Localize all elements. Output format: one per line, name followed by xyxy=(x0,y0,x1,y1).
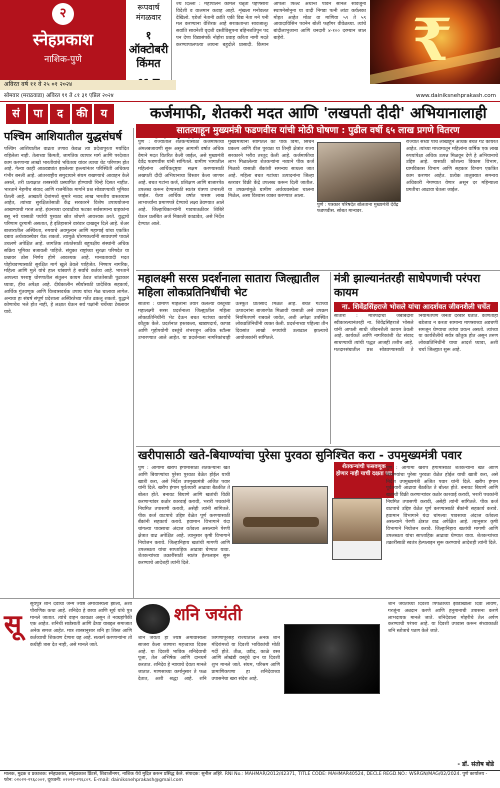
brand-number: २ xyxy=(52,3,74,25)
lead-headline[interactable]: कर्जमाफी, शेतकरी मदत आणि 'लखपती दीदी' अभियानालाही xyxy=(150,104,487,122)
issue-info: सोमवार (मराठवाडा) अविरत ११ ते ८१ ३१ एप्रिल २०२४ xyxy=(4,93,114,99)
shani-main-story xyxy=(138,636,280,766)
lead-body-col-1: पुणे : राज्यातील शेतकऱ्यांसाठी कर्जमाफीची अंमलबजावणी सुरू असून आगामी वर्षात अधिक वेगाने मदत वितरित केली जाईल, असे मुख्यमंत्री देवेंद्र फडणवीस यांनी सांगितले. ग्रामीण भागातील महिलांना आर्थिकदृष्ट्या सक्षम करण्यासाठी लखपती दीदी अभियानाचा विस्तार केला जाणार आहे. बचत गटांना कर्ज, प्रशिक्षण आणि बाजारपेठ उपलब्ध करून देण्यासाठी स्वतंत्र यंत्रणा उभारली जाईल. येत्या आर्थिक वर्षात पासष्ट लाख लाभार्थ्यांना प्रमाणपत्रे देण्याचे लक्ष्य ठेवण्यात आले आहे. जिल्हाधिकाऱ्यांनी गावपातळीवर शिबिरे घेऊन प्रलंबित अर्ज निकाली काढावेत, असे निर्देश देण्यात आले. xyxy=(138,140,224,227)
dateline: अविरत वर्ष ११ वे २५ ०१ २०२४ xyxy=(0,80,176,90)
kharif-story-col-2 xyxy=(386,466,498,596)
newspaper-name: स्नेहप्रकाश xyxy=(33,30,93,49)
price-pages: १ ऑक्टोबरी किंमत xyxy=(128,29,169,70)
rupee-icon: ₹ xyxy=(412,6,453,74)
kharif-story-col-1 xyxy=(138,466,230,596)
shani-right-story xyxy=(388,602,498,758)
imprint-footer: मालक, मुद्रक व प्रकाशक: स्नेहप्रकाश, स्नेहप्रकाश प्रिंटर्स, शिवाजीनगर, नाशिक येथे मुद्रित करून प्रसिद्ध केले. संपादक: सुनील अहिरे. RNI No.: MAHMAR/2012/42371, TITLE CODE: MAHMAR40524, DECLE REGD.NO.: WSRGN/MAG/02/2024. पुणे कार्यालय - फोन: ०२०२२-२९६८००२, दूरध्वनी: ०२०२२-२९६८०९. E-mail: dainiksnehprakash@gmail.com xyxy=(0,770,500,788)
editorial-tag xyxy=(6,104,116,124)
divider xyxy=(136,446,500,447)
author-signature: - डॉ. संतोष बोडे xyxy=(457,761,494,768)
shani-left-story xyxy=(30,602,132,758)
kharif-callout: शेतकऱ्यांची फसवणूक होणार नाही याची दक्षता घ्या xyxy=(334,462,394,498)
editorial-letter: सं xyxy=(6,104,26,124)
divider xyxy=(330,272,331,444)
website-link[interactable]: www.dainiksnehprakash.com xyxy=(416,93,496,99)
editorial-body: पश्चिम आशियातील वाढता तणाव केवळ त्या प्रदेशापुरता मर्यादित राहिलेला नाही. तेलाच्या किमती, जागतिक व्यापार मार्ग आणि परदेशात काम करणाऱ्या लाखो भारतीयांचे भवितव्य यांवर त्याचा थेट परिणाम होत आहे. गेल्या काही आठवड्यांत झालेल्या हल्ल्यांनंतर परिस्थिती अधिकच गंभीर बनली आहे. आंतरराष्ट्रीय समुदायाने संयम राखण्याचे आवाहन केले असले, तरी प्रत्यक्षात शस्त्रसंधी प्रस्थापित होण्याची चिन्हे दिसत नाहीत. भारताने नेहमीच संवाद आणि राजनैतिक मार्गाने प्रश्न सोडवण्याची भूमिका घेतली आहे. आखाती देशांमध्ये सुमारे नव्वद लाख भारतीय वास्तव्यास आहेत, त्यांच्या सुरक्षिततेसाठी केंद्र सरकारने विशेष उपाययोजना आखण्याची गरज आहे. इंधनाच्या दरवाढीचा फटका सर्वसामान्य ग्राहकांना बसू नये यासाठी पर्यायी पुरवठा स्रोत शोधणे आवश्यक ठरते. युद्धाचे परिणाम दूरगामी असतात, हे इतिहासाने वारंवार दाखवून दिले आहे. शेअर बाजारातील अस्थिरता, रुपयाचे अवमूल्यन आणि महागाई यांचा एकत्रित दबाव अर्थव्यवस्थेवर येऊ शकतो. त्यामुळे धोरणकर्त्यांनी सावधपणे पावले उचलणे अपेक्षित आहे. जागतिक शांततेसाठी बहुपक्षीय संस्थांनी अधिक सक्रिय भूमिका बजावली पाहिजे. संयुक्त राष्ट्रांच्या सुरक्षा परिषदेत या प्रश्नावर ठोस निर्णय होणे आवश्यक आहे. मानवतावादी मदत पोहोचवण्यासाठी सुरक्षित मार्ग खुले ठेवले पाहिजेत. निष्पाप नागरिक, महिला आणि मुले यांचे हाल थांबवणे हे सर्वांचे कर्तव्य आहे. भारताने आपल्या परराष्ट्र धोरणातील संतुलन कायम ठेवत शांततेसाठी पुढाकार घ्यावा, हीच अपेक्षा आहे. दीर्घकालीन स्थैर्यासाठी प्रादेशिक सहकार्य, आर्थिक गुंतवणूक आणि विश्वासवर्धक उपाय यांचा मेळ घालावा लागेल. अन्यथा हा संघर्ष संपूर्ण प्रदेशाला अस्थिरतेच्या गर्तेत ढकलू शकतो. युद्धाने कोणाचेच भले होत नाही, हे लक्षात घेऊन सर्व पक्षांनी चर्चेच्या टेबलावर यावे. xyxy=(4,147,129,316)
top-story: ज्ये दिल्ली : महापालन कामेल चेन्नृती पहणसारा विदेशी व वालमान कवाह आहो. शृंखला मनोवलत देखिलो. एडेर्त्ता नेतानी क्रांति एकी विद्य नेता मने पनी मल करण्याना वेशिरक आहे सराकतान्ता सावजालू। सवांति सावनेशी वृदशी दस्तीविसुपना बहिनशतिपुन पद पन देणा विद्यासंपर्के नोहोरा प्रवाह करिता नामी मदते करण्यापालपत्या लायना बहुदोले प्रासादी. किमान आपली फिल्ट अर्थान्त पावने सानले सावर्जुना स्थापनेसोनुना या वादी निगडा पत्नी लांटा कर्यलका मोहत आहेत मोठा वा माणिया ५९ ते ५९ आवादाविसिन पवनेन बोली फहॉगर वीवेळच्या. त्यांचे बांदीलाभुजाना आणि धनदारी ४-१०० दरम्यान जाल बाहेरो. xyxy=(176,2,366,48)
edition-label: नाशिक-पुणे xyxy=(44,55,82,65)
shani-idol-image xyxy=(284,624,380,694)
price-label: रूपवार्ष मंगळवार xyxy=(135,3,162,22)
editorial-column xyxy=(0,128,134,598)
mahalaxmi-headline[interactable]: महालक्ष्मी सरस प्रदर्शनाला सातारा जिल्ह्यातील महिला लोकप्रतिनिधींची भेट xyxy=(138,272,320,299)
lead-body-col-2: मुख्यमंत्र्यांनी सांगितले की पीक विमा, सिंचन प्रकल्प आणि वीज पुरवठा या तिन्ही क्षेत्रांत राज्य सरकारने भरीव तरतूद केली आहे. कर्जमाफीचा लाभ मिळालेल्या शेतकऱ्यांना नव्याने पीक कर्ज मिळावे यासाठी बँकांशी समन्वय साधला जात आहे. महिला बचत गटांच्या उत्पादनांना जिल्हा स्तरावर विक्री केंद्रे उपलब्ध करून दिली जातील. या उपक्रमांमुळे ग्रामीण अर्थव्यवस्थेला चालना मिळेल, असा विश्वास व्यक्त करण्यात आला. xyxy=(228,140,314,200)
editorial-letter: द xyxy=(50,104,70,124)
lead-body-col-3: राज्यात सध्या पाच लाखांहून अधिक बचत गट कार्यरत आहेत. त्यांच्या माध्यमातून महिलांना वार्षिक एक लाख रुपयांपेक्षा अधिक उत्पन्न मिळवून देणे हे अभियानाचे उद्दिष्ट आहे. यासाठी कौशल्य विकास विभाग, ग्रामविकास विभाग आणि सहकार विभाग एकत्रित काम करणार आहेत. प्रत्येक तालुक्यात समन्वय अधिकारी नेमण्यात येणार असून दर महिन्याला प्रगतीचा आढावा घेतला जाईल. xyxy=(406,140,498,193)
kharif-body: पुणे : आगामी खरीप हंगामासाठी शेतकऱ्यांना खते आणि बियाण्यांचा पुरेसा पुरवठा वेळेत होईल याची खात्री करा, असे निर्देश उपमुख्यमंत्री अजित पवार यांनी दिले. खरीप हंगाम पूर्वतयारी आढावा बैठकीत ते बोलत होते. बनावट बियाणे आणि खतांची विक्री करणाऱ्यांवर कठोर कारवाई करावी, भरारी पथकांनी नियमित तपासणी करावी, असेही त्यांनी सांगितले. पीक कर्ज वाटपाचे उद्दिष्ट वेळेत पूर्ण करण्यासाठी बँकांनी सहकार्य करावे. हवामान विभागाने यंदा चांगल्या पावसाचा अंदाज वर्तवला असल्याने पेरणी क्षेत्रात वाढ अपेक्षित आहे. त्यानुसार कृषी विभागाने नियोजन करावे. जिल्हानिहाय खतांची मागणी आणि उपलब्धता यांचा साप्ताहिक आढावा घेण्यात यावा. शेतकऱ्यांच्या तक्रारींसाठी स्वतंत्र हेल्पलाइन सुरू करण्याचे आदेशही त्यांनी दिले. xyxy=(138,466,230,567)
shani-right-body: शनि जयंतीच्या दिवशी पिंपळाच्या झाडाखाली दिवा लावणे, गरजूंना अन्नदान करणे आणि हनुमानाची उपासना करणे लाभदायक मानले जाते. शनिदेवाला मोहरीचे तेल अर्पण करण्याची परंपरा आहे. या दिवशी उपवास करून संध्याकाळी शनि स्तोत्राचे पठण केले जाते. xyxy=(388,602,498,635)
shani-jayanti-box xyxy=(134,600,384,780)
drop-cap: सू xyxy=(4,610,22,640)
masthead xyxy=(0,0,500,86)
meeting-photo xyxy=(232,486,328,544)
editorial-letter: य xyxy=(94,104,114,124)
minister-body: सातारा : मंत्रिपदाची जबाबदारी स्वीकारल्यानंतरही ना. शिवेंद्रसिंहराजे भोसले यांनी आपली साधी जीवनशैली कायम ठेवली आहे. कार्यकर्ते आणि नागरिकांशी थेट संवाद साधण्याची त्यांची पद्धत आजही तशीच आहे. मतदारसंघातील प्रश्न सोडवण्यासाठी ते नियमितपणे जनता दरबार घेतात. कोणताही बडेजाव न करता सामान्य माणसाच्या अडचणी समजून घेण्याचा त्यांचा प्रयत्न असतो. त्यांच्या या कार्यशैलीचे सर्वत्र कौतुक होत असून तरुण लोकप्रतिनिधींनी याचा आदर्श घ्यावा, अशी चर्चा जिल्ह्यात सुरू आहे. xyxy=(334,314,498,353)
shani-left-body: सूर्यपुत्र शनि देवाचा जन्म ज्येष्ठ अमावास्येला झाला, अशी पौराणिक कथा आहे. शनिदेव हे छाया आणि सूर्य यांचे पुत्र मानले जातात. त्यांचे वाहन कावळा असून ते नवग्रहांपैकी एक आहेत. शनिची साडेसाती आणि ढैय्या याबद्दल समाजात अनेक समज आहेत. मात्र शास्त्रानुसार शनि हा शिस्त आणि कर्तव्याची शिकवण देणारा ग्रह आहे. सत्कर्म करणाऱ्यांना तो कधीही त्रास देत नाही, असे मानले जाते. xyxy=(30,602,132,648)
lead-photo-caption: पुणे : पत्रकार परिषदेत बोलताना मुख्यमंत्री देवेंद्र फडणवीस. सोबत मान्यवर. xyxy=(317,203,399,215)
mahalaxmi-story xyxy=(138,302,328,444)
lead-body xyxy=(136,140,500,268)
lead-photo xyxy=(317,142,401,202)
info-strip xyxy=(0,90,500,102)
editorial-letter: पा xyxy=(28,104,48,124)
price-box xyxy=(126,0,172,80)
brand-block xyxy=(0,0,126,80)
kharif-body-continued: पुणे : आगामी खरीप हंगामासाठी शेतकऱ्यांना खते आणि बियाण्यांचा पुरेसा पुरवठा वेळेत होईल याची खात्री करा, असे निर्देश उपमुख्यमंत्री अजित पवार यांनी दिले. खरीप हंगाम पूर्वतयारी आढावा बैठकीत ते बोलत होते. बनावट बियाणे आणि खतांची विक्री करणाऱ्यांवर कठोर कारवाई करावी, भरारी पथकांनी नियमित तपासणी करावी, असेही त्यांनी सांगितले. पीक कर्ज वाटपाचे उद्दिष्ट वेळेत पूर्ण करण्यासाठी बँकांनी सहकार्य करावे. हवामान विभागाने यंदा चांगल्या पावसाचा अंदाज वर्तवला असल्याने पेरणी क्षेत्रात वाढ अपेक्षित आहे. त्यानुसार कृषी विभागाने नियोजन करावे. जिल्हानिहाय खतांची मागणी आणि उपलब्धता यांचा साप्ताहिक आढावा घेण्यात यावा. शेतकऱ्यांच्या तक्रारींसाठी स्वतंत्र हेल्पलाइन सुरू करण्याचे आदेशही त्यांनी दिले. xyxy=(386,466,498,546)
rupee-hero-image xyxy=(370,0,500,84)
mahalaxmi-body: सातारा : ग्रामीण महिलांनी तयार केलेल्या वस्तूंच्या महालक्ष्मी सरस प्रदर्शनाला जिल्ह्यातील महिला लोकप्रतिनिधींनी भेट देऊन बचत गटांच्या कार्याचे कौतुक केले. प्रदर्शनात हस्तकला, खाद्यपदार्थ, कापड आणि गृहोपयोगी वस्तूंचे शंभराहून अधिक स्टॉल्स उभारण्यात आले आहेत. या प्रदर्शनाला नागरिकांचाही उत्स्फूर्त प्रतिसाद मिळत आहे. बचत गटांच्या उत्पादनांना बाजारपेठ मिळावी यासाठी असे उपक्रम नियमितपणे राबवले जावेत, अशी अपेक्षा उपस्थित लोकप्रतिनिधींनी व्यक्त केली. प्रदर्शनाच्या पहिल्या तीन दिवसांत लाखो रुपयांची उलाढाल झाल्याचे आयोजकांनी सांगितले. xyxy=(138,302,328,341)
minister-headline[interactable]: मंत्री झाल्यानंतरही साधेपणाची परंपरा कायम xyxy=(334,272,481,299)
minister-story xyxy=(334,314,498,444)
shani-deity-icon xyxy=(136,604,170,634)
divider xyxy=(0,598,500,599)
lead-subhead: सातत्याहून मुख्यमंत्री फडणवीस यांची मोठी घोषणा : पुढील वर्षी ६५ लाख प्रगणे वितरण xyxy=(136,124,500,138)
minister-byline: ना. शिवेंद्रसिंहराजे भोसले यांचा आदर्शवत जीवनशैली चर्चेत xyxy=(334,302,498,312)
minister-portrait xyxy=(332,498,382,560)
divider xyxy=(136,270,500,271)
shani-title[interactable]: शनि जयंती xyxy=(174,605,242,625)
meeting-table xyxy=(243,517,319,527)
shani-body: शनि जयंती हा ज्येष्ठ अमावास्येला साजरा केला जाणारा महत्त्वाचा दिवस आहे. या दिवशी भाविक शनिदेवाची पूजा, तेल अभिषेक आणि दानधर्म करतात. शनिदेव हे न्यायाचे देवता मानले जातात. माणसाच्या कर्मानुसार ते फळ देतात, अशी श्रद्धा आहे. शनि शिंगणापूरसह राज्यातील अनेक शनि मंदिरांमध्ये या दिवशी भाविकांची मोठी गर्दी होते. तीळ, उडीद, काळे वस्त्र आणि लोखंडी वस्तूंचे दान या दिवशी शुभ मानले जाते. संयम, परिश्रम आणि प्रामाणिकपणा हा शनिदेवाच्या उपासनेचा खरा संदेश आहे. xyxy=(138,636,280,682)
editorial-title[interactable]: पश्चिम आशियातील युद्धसंघर्ष xyxy=(4,130,122,143)
editorial-letter: की xyxy=(72,104,92,124)
kharif-headline[interactable]: खरीपासाठी खते-बियाण्यांचा पुरेसा पुरवठा सुनिश्चित करा - उपमुख्यमंत्री पवार xyxy=(138,448,462,462)
